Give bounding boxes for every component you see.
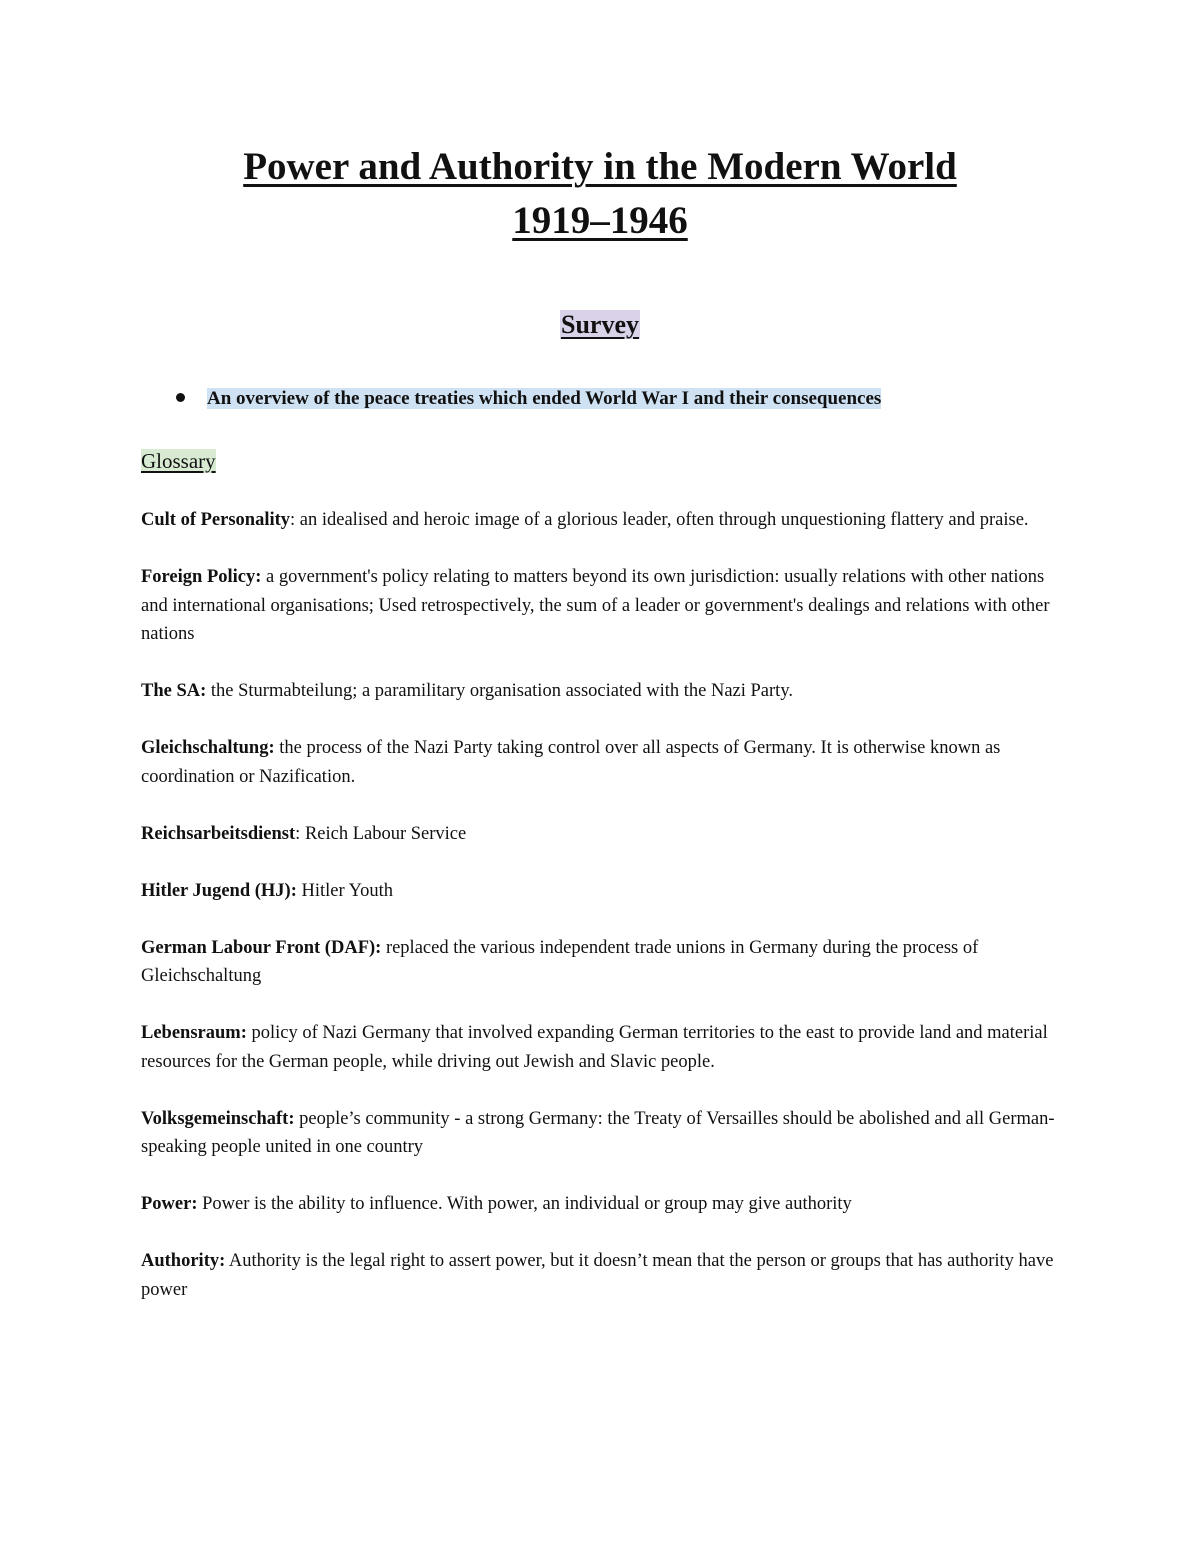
glossary-entry-authority [141, 1247, 1071, 1304]
glossary-entry-gleichschaltung [141, 734, 1071, 791]
glossary-entry-volksgemeinschaft [141, 1105, 1071, 1162]
glossary-entry-foreign-policy [141, 563, 1071, 649]
glossary-entry-cult-of-personality [141, 506, 1071, 535]
glossary-list [141, 506, 1071, 1333]
survey-bullet-text: An overview of the peace treaties which ended World War I and their consequences [207, 388, 882, 409]
glossary-definition: Reich Labour Service [304, 823, 467, 844]
glossary-entry-lebensraum [141, 1019, 1071, 1076]
glossary-term: Gleichschaltung: [141, 738, 275, 758]
survey-heading-text: Survey [561, 310, 639, 339]
glossary-term: Foreign Policy: [141, 567, 262, 587]
glossary-heading [141, 446, 216, 476]
glossary-definition: policy of Nazi Germany that involved expanding German territories to the east to provide land and material resources for the German people, while driving out Jewish and Slavic people. [141, 1023, 1048, 1072]
glossary-definition: the Sturmabteilung; a paramilitary organisation associated with the Nazi Party. [210, 681, 793, 701]
glossary-separator: : [295, 823, 305, 844]
glossary-definition: Hitler Youth [301, 880, 393, 901]
glossary-definition: replaced the various independent trade unions in Germany during the process of Gleichschaltung [141, 937, 979, 986]
glossary-term: Authority: [141, 1251, 226, 1271]
page-title [0, 140, 1200, 248]
glossary-entry-hitler-jugend [141, 877, 1071, 906]
glossary-definition: Power is the ability to influence. With power, an individual or group may give authority [202, 1194, 852, 1214]
survey-heading [0, 305, 1200, 345]
glossary-term: Hitler Jugend (HJ): [141, 880, 297, 901]
glossary-term: The SA: [141, 681, 207, 701]
glossary-heading-text: Glossary [141, 449, 216, 473]
glossary-entry-power [141, 1190, 1071, 1219]
glossary-definition: a government's policy relating to matters beyond its own jurisdiction: usually relations with other nations and international organisations; Used retrospectively, the sum of a leader or government's dealings and relations with other nations [141, 567, 1050, 644]
bullet-icon [176, 393, 185, 402]
title-line-2: 1919–1946 [512, 199, 688, 242]
glossary-definition: the process of the Nazi Party taking control over all aspects of Germany. It is otherwise known as coordination or Nazification. [141, 738, 1001, 787]
glossary-definition: Authority is the legal right to assert power, but it doesn’t mean that the person or groups that has authority have power [141, 1251, 1054, 1300]
survey-bullet-item [176, 385, 881, 413]
glossary-term: Volksgemeinschaft: [141, 1108, 295, 1129]
glossary-definition: people’s community - a strong Germany: the Treaty of Versailles should be abolished and all German-speaking people united in one country [141, 1108, 1055, 1157]
glossary-definition: an idealised and heroic image of a glorious leader, often through unquestioning flattery and praise. [299, 510, 1029, 530]
glossary-term: German Labour Front (DAF): [141, 937, 382, 958]
glossary-term: Reichsarbeitsdienst [141, 823, 296, 844]
title-line-1: Power and Authority in the Modern World [243, 145, 957, 188]
glossary-entry-the-sa [141, 677, 1071, 706]
glossary-term: Lebensraum: [141, 1023, 247, 1043]
glossary-entry-reichsarbeitsdienst [141, 820, 1071, 849]
glossary-term: Power: [141, 1194, 198, 1214]
glossary-term: Cult of Personality [141, 510, 291, 530]
glossary-entry-german-labour-front [141, 934, 1071, 991]
glossary-separator: : [290, 510, 300, 530]
